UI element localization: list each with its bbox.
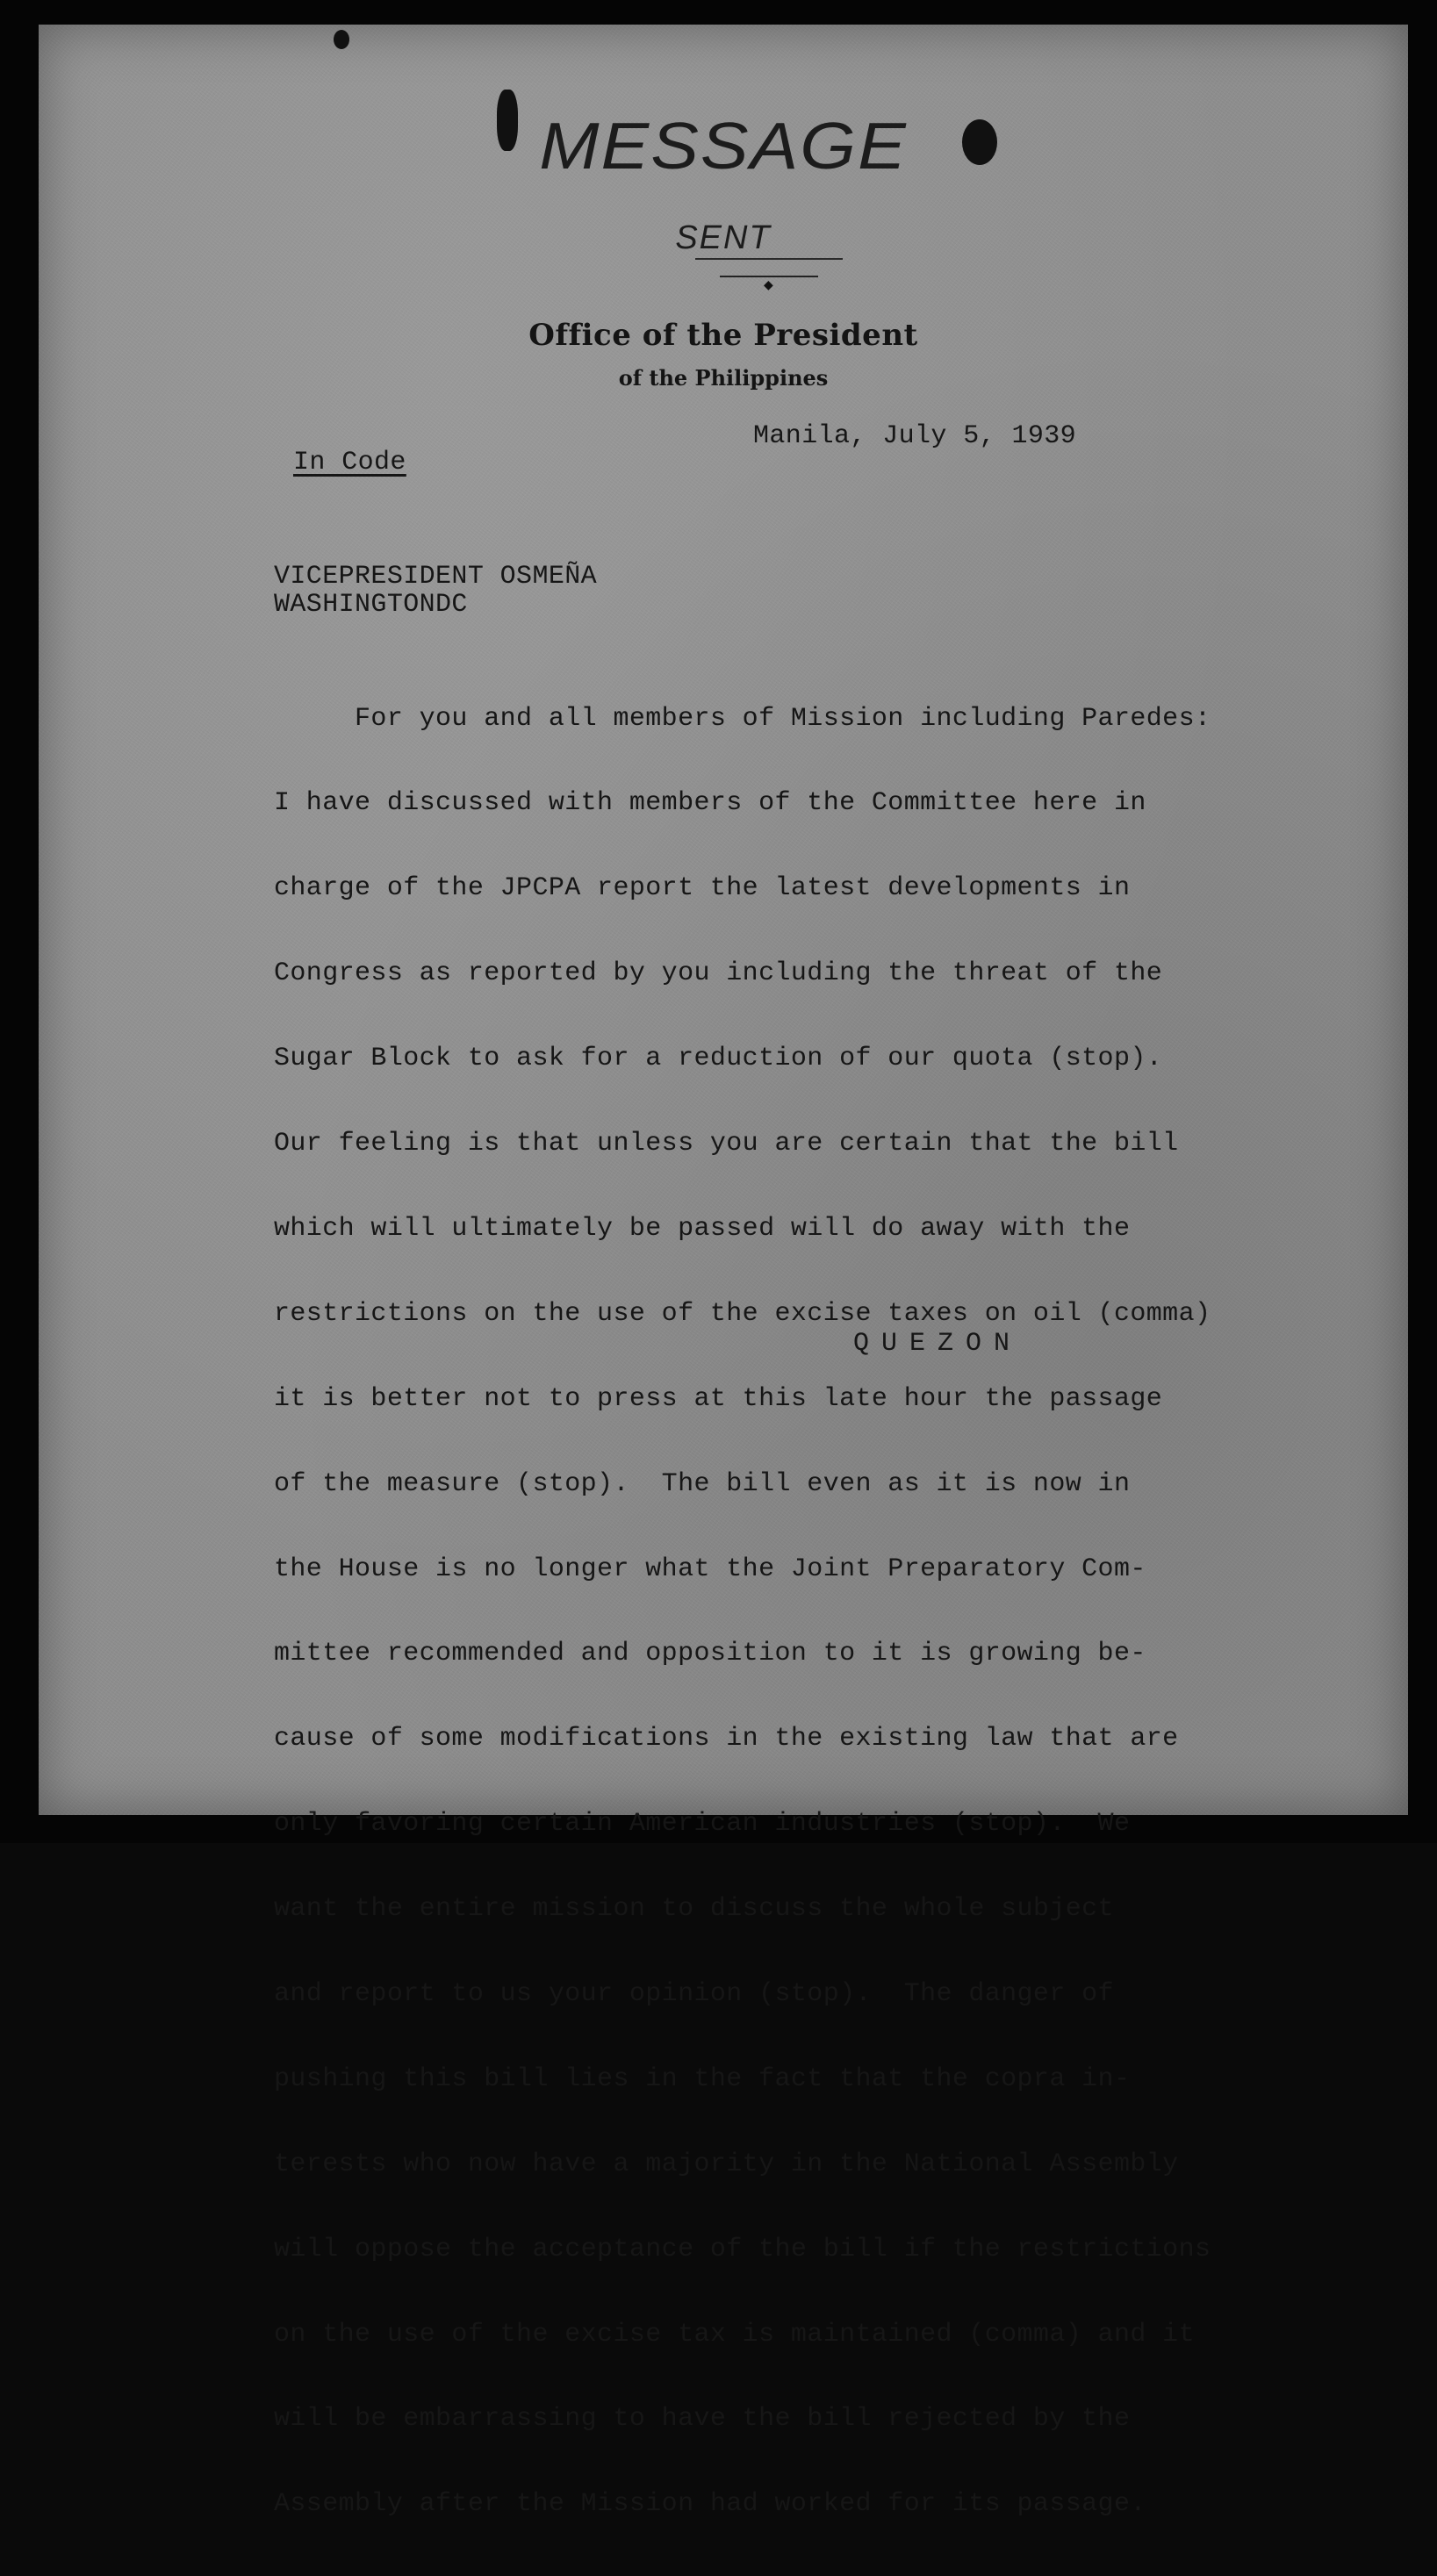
message-date: Manila, July 5, 1939 [753,421,1077,451]
body-line: Our feeling is that unless you are certain that the bill [274,1129,1179,1159]
body-line: Sugar Block to ask for a reduction of our quota (stop). [274,1044,1163,1074]
letterhead-office-sub: of the Philippines [618,365,829,391]
ink-mark-top [334,30,349,49]
body-line: I have discussed with members of the Committee here in [274,788,1146,819]
body-line: charge of the JPCPA report the latest developments in [274,873,1131,904]
letterhead-subtitle: SENT [675,219,772,256]
body-line: will oppose the acceptance of the bill if the restrictions [274,2234,1211,2264]
body-line: will be embarrassing to have the bill rejected by the [274,2404,1131,2435]
body-line: For you and all members of Mission including Paredes: [274,703,1211,734]
body-line: Assembly after the Mission had worked for its passage. [274,2489,1146,2520]
body-line: cause of some modifications in the existing law that are [274,1724,1179,1754]
addressee-location: WASHINGTONDC [274,590,468,620]
message-body [274,648,1327,2575]
letterhead-title: MESSAGE [539,109,908,183]
body-line: Congress as reported by you including the threat of the [274,958,1163,989]
letterhead-office: Office of the President [528,318,918,353]
body-line: want the entire mission to discuss the whole subject [274,1894,1114,1925]
body-line: terests who now have a majority in the National Assembly [274,2149,1179,2179]
signature: QUEZON [853,1329,1023,1359]
body-line: of the measure (stop). The bill even as it is now in [274,1468,1131,1499]
addressee-name: VICEPRESIDENT OSMEÑA [274,562,598,592]
body-line: on the use of the excise tax is maintained (comma) and it [274,2319,1195,2350]
body-line: which will ultimately be passed will do away with the [274,1213,1131,1244]
diamond-icon: ◆ [764,278,773,292]
body-line: mittee recommended and opposition to it is growing be- [274,1639,1146,1669]
body-line: pushing this bill lies in the fact that the copra in- [274,2063,1131,2094]
body-line: restrictions on the use of the excise taxes on oil (comma) [274,1298,1211,1329]
transmission-mode: In Code [293,448,406,477]
body-line: the House is no longer what the Joint Preparatory Com- [274,1553,1146,1584]
body-line: it is better not to press at this late hour the passage [274,1383,1163,1414]
body-line: only favoring certain American industries (stop). We [274,1809,1131,1840]
body-line: and report to us your opinion (stop). The danger of [274,1978,1114,2009]
document-page [39,25,1408,2520]
letterhead-divider [695,258,843,260]
